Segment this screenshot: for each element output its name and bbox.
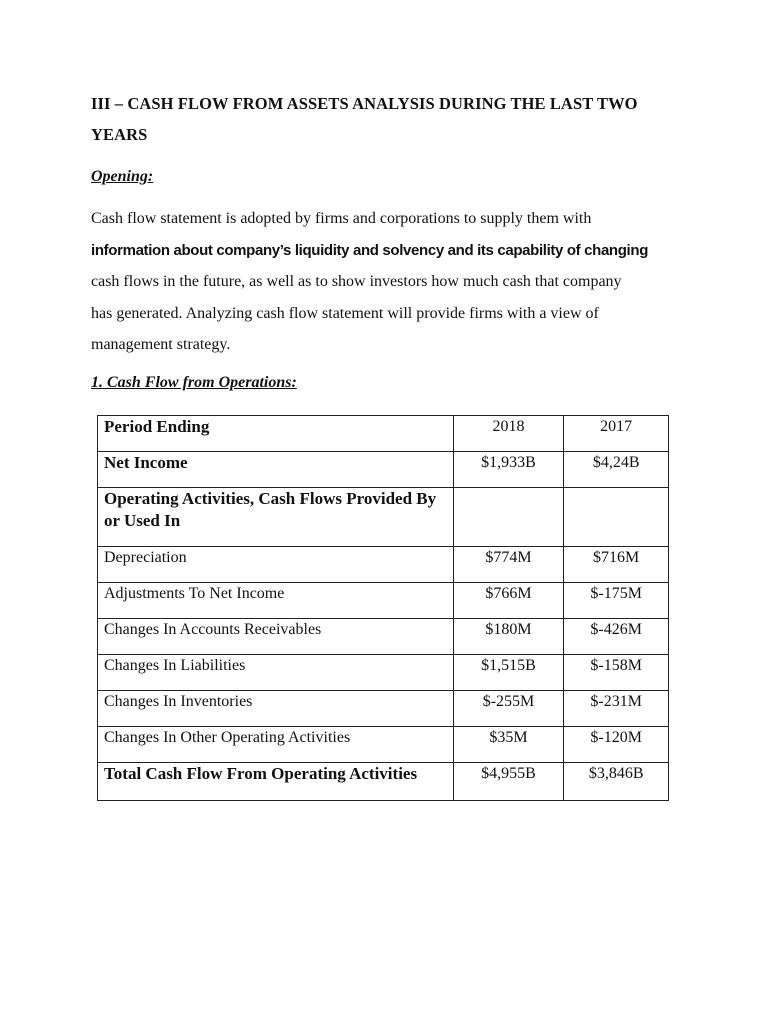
paragraph-line: cash flows in the future, as well as to show investors how much cash that company [91,273,622,290]
table-total-row [98,763,669,801]
total-cash-flow-label: Total Cash Flow From Operating Activities [104,764,418,783]
row-value-2017: $-158M [590,657,642,674]
row-value-2018: $774M [485,549,532,566]
row-label: Changes In Other Operating Activities [104,729,351,746]
row-label: Adjustments To Net Income [104,585,285,602]
table-row [98,727,669,763]
section-heading: III – CASH FLOW FROM ASSETS ANALYSIS DURING THE LAST TWO YEARS [91,94,638,144]
row-label: Changes In Liabilities [104,657,246,674]
table-cell [564,691,669,727]
table-cell [98,547,454,583]
table-cell [98,655,454,691]
opening-label: Opening: [91,168,154,185]
table-header-row [98,416,669,452]
cash-flow-table [97,415,669,801]
row-label: Depreciation [104,549,187,566]
table-cell [98,416,454,452]
table-cell [564,488,669,547]
row-value-2018: $180M [485,621,532,638]
table-cell [453,655,564,691]
row-value-2017: $-120M [590,729,642,746]
table-cell [453,416,564,452]
table-cell [564,416,669,452]
table-row [98,691,669,727]
paragraph-line: information about company’s liquidity and solvency and its capability of changing [91,241,649,259]
row-label: Changes In Inventories [104,693,253,710]
table-row [98,488,669,547]
table-cell [98,488,454,547]
table-cell [98,763,454,801]
table-cell [98,619,454,655]
year-2017-header: 2017 [600,418,633,435]
operating-activities-header: Operating Activities, Cash Flows Provided By or Used In [104,489,437,530]
table-row [98,583,669,619]
net-income-2018: $1,933B [481,454,536,471]
row-label: Changes In Accounts Receivables [104,621,322,638]
table-cell [453,583,564,619]
table-cell [98,727,454,763]
row-value-2017: $-231M [590,693,642,710]
row-value-2018: $1,515B [481,657,536,674]
row-value-2017: $716M [593,549,640,566]
row-value-2018: $-255M [482,693,535,710]
row-value-2018: $35M [489,729,528,746]
table-cell [564,655,669,691]
table-cell [453,547,564,583]
row-value-2017: $-426M [590,621,642,638]
table-cell [564,763,669,801]
table-row [98,547,669,583]
period-ending-label: Period Ending [104,417,210,436]
row-value-2018: $766M [485,585,532,602]
net-income-label: Net Income [104,453,188,472]
table-cell [453,452,564,488]
year-2018-header: 2018 [492,418,525,435]
net-income-2017: $4,24B [592,454,640,471]
total-2018: $4,955B [481,765,536,782]
table-cell [453,763,564,801]
table-row [98,655,669,691]
table-cell [98,452,454,488]
table-cell [453,619,564,655]
table-cell [453,727,564,763]
table-cell [564,452,669,488]
total-2017: $3,846B [588,765,644,782]
table-row [98,619,669,655]
paragraph-line: has generated. Analyzing cash flow statement will provide firms with a view of [91,304,599,322]
cash-flow-operations-title: 1. Cash Flow from Operations: [91,374,297,391]
table-cell [453,691,564,727]
table-row [98,452,669,488]
table-cell [564,583,669,619]
table-cell [564,547,669,583]
opening-paragraph [91,203,691,361]
table-cell [98,583,454,619]
row-value-2017: $-175M [590,585,642,602]
table-cell [564,619,669,655]
table-cell [453,488,564,547]
paragraph-line: management strategy. [91,336,231,353]
table-cell [98,691,454,727]
paragraph-line: Cash flow statement is adopted by firms and corporations to supply them with [91,210,592,227]
table-cell [564,727,669,763]
